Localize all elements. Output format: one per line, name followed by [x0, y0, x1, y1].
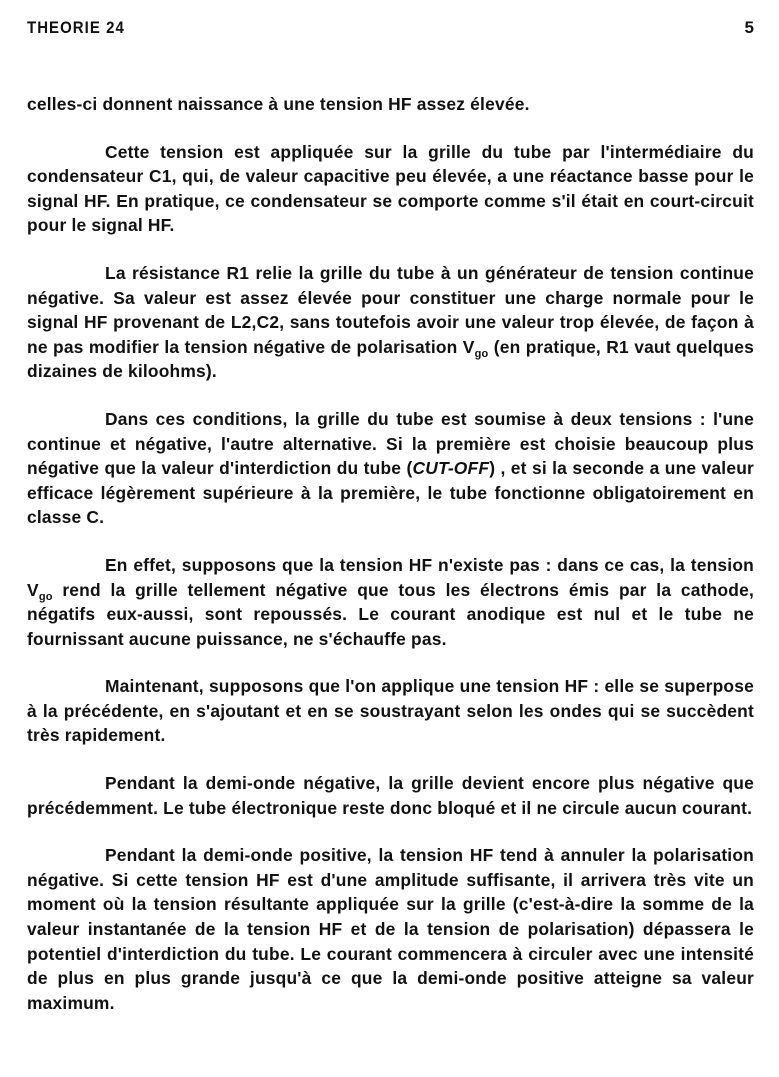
paragraph-text: Pendant la demi-onde négative, la grille devient encore plus négative que précédemment. Le tube électronique reste donc bloqué et il ne circule aucun courant. [27, 773, 754, 818]
paragraph-2 [27, 261, 754, 384]
symbol-subscript: go [38, 590, 53, 603]
paragraph-6 [27, 771, 754, 820]
symbol-vgo [462, 336, 489, 360]
cut-off-term: CUT-OFF [412, 458, 490, 479]
paragraph-text: celles-ci donnent naissance à une tension HF assez élevée. [27, 94, 530, 114]
paragraph-text: ) , et si la seconde a une valeur efficace légèrement supérieure à la première, le tube fonctionne obligatoirement en classe C. [27, 458, 754, 528]
page-header [27, 18, 754, 42]
paragraph-text: Maintenant, supposons que l'on applique une tension HF : elle se superpose à la précédente, en s'ajoutant et en se soustrayant selon les ondes qui se succèdent très rapidement. [27, 676, 754, 746]
paragraph-text: En effet, supposons que la tension HF n'existe pas : dans ce cas, la tension [105, 554, 754, 575]
paragraph-0 [27, 92, 754, 117]
paragraph-4 [27, 553, 754, 651]
paragraph-3 [27, 407, 754, 530]
paragraph-1 [27, 140, 754, 238]
paragraph-text: La résistance R1 relie la grille du tube à un générateur de tension continue négative. Sa valeur est assez élevée pour constituer une charge normale pour le signal HF provenant de L2,C2, sans toutefois avoir une valeur trop élevée, de façon à ne pas modifier la tension négative de polarisation [27, 262, 754, 357]
paragraph-text: Cette tension est appliquée sur la grille du tube par l'intermédiaire du condensateur C1, qui, de valeur capacitive peu élevée, a une réactance basse pour le signal HF. En pratique, ce condensateur se comporte comme s'il était en court-circuit pour le signal HF. [27, 141, 754, 236]
paragraph-text: Pendant la demi-onde positive, la tension HF tend à annuler la polarisation négative. Si cette tension HF est d'une amplitude suffisante, il arrivera très vite un moment où la tension résultante appliquée sur la grille (c'est-à-dire la somme de la valeur instantanée de la tension HF et de la tension de polarisation) dépassera le potentiel d'interdiction du tube. Le courant commencera à circuler avec une intensité de plus en plus grande jusqu'à ce que la demi-onde positive atteigne sa valeur maximum. [27, 845, 754, 1013]
symbol-letter: V [462, 336, 475, 357]
paragraph-text: (en pratique, R1 vaut quelques dizaines de kiloohms). [27, 336, 754, 382]
symbol-letter: V [27, 579, 39, 600]
paragraph-text: Dans ces conditions, la grille du tube est soumise à deux tensions : l'une continue et négative, l'autre alternative. Si la première est choisie beaucoup plus négative que la valeur d'interdiction du tube ( [27, 408, 754, 479]
paragraph-5 [27, 674, 754, 748]
paragraph-7 [27, 843, 754, 1015]
symbol-vgo [27, 579, 53, 603]
body-text [27, 92, 754, 1038]
paragraph-text: rend la grille tellement négative que tous les électrons émis par la cathode, négatifs eux-aussi, sont repoussés. Le courant anodique est nul et le tube ne fournissant aucune puissance, ne s'échauffe pas. [27, 579, 754, 649]
symbol-subscript: go [474, 347, 489, 360]
page-number: 5 [744, 18, 754, 37]
running-title: THEORIE 24 [27, 18, 125, 37]
